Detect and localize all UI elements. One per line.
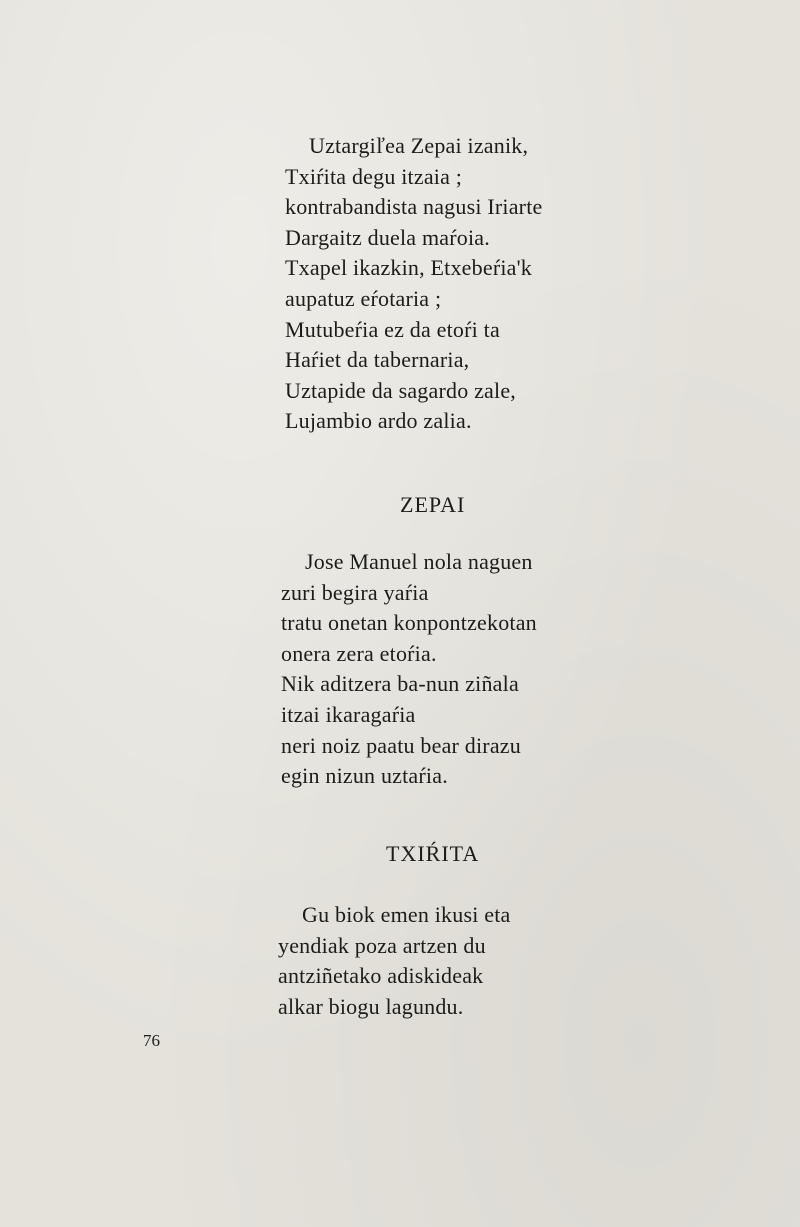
- verse-line: Dargaitz duela maŕoia.: [285, 224, 490, 250]
- verse-line: aupatuz eŕotaria ;: [285, 285, 442, 311]
- verse-line: zuri begira yaŕia: [281, 579, 429, 605]
- verse-line: Txiŕita degu itzaia ;: [285, 163, 463, 189]
- verse-line: yendiak poza artzen du: [278, 932, 486, 958]
- verse-line: onera zera etoŕia.: [281, 640, 437, 666]
- verse-line: antziñetako adiskideak: [278, 963, 484, 989]
- verse-line: Jose Manuel nola naguen: [305, 549, 533, 574]
- verse-line: Nik aditzera ba-nun ziñala: [281, 671, 519, 697]
- verse-stanza-zepai: [281, 547, 537, 792]
- verse-line: tratu onetan konpontzekotan: [281, 610, 537, 636]
- verse-line: kontrabandista nagusi Iriarte: [285, 194, 543, 220]
- verse-stanza-uztargilea: [285, 131, 543, 437]
- verse-line: neri noiz paatu bear dirazu: [281, 732, 521, 758]
- verse-line: Gu biok emen ikusi eta: [302, 902, 511, 927]
- section-heading-zepai: ZEPAI: [400, 492, 466, 517]
- verse-line: Uztapide da sagardo zale,: [285, 377, 516, 403]
- verse-line: alkar biogu lagundu.: [278, 993, 464, 1019]
- verse-line: itzai ikaragaŕia: [281, 701, 416, 727]
- verse-line: Lujambio ardo zalia.: [285, 408, 472, 434]
- verse-stanza-txirita: [278, 900, 510, 1022]
- verse-line: Uztargiľea Zepai izanik,: [309, 133, 529, 158]
- verse-line: Mutubeŕia ez da etoŕi ta: [285, 316, 500, 342]
- page-number: 76: [143, 1031, 160, 1050]
- section-heading-txirita: TXIŔITA: [386, 841, 480, 866]
- verse-line: Haŕiet da tabernaria,: [285, 347, 470, 373]
- verse-line: egin nizun uztaŕia.: [281, 763, 448, 789]
- verse-line: Txapel ikazkin, Etxebeŕia'k: [285, 255, 532, 281]
